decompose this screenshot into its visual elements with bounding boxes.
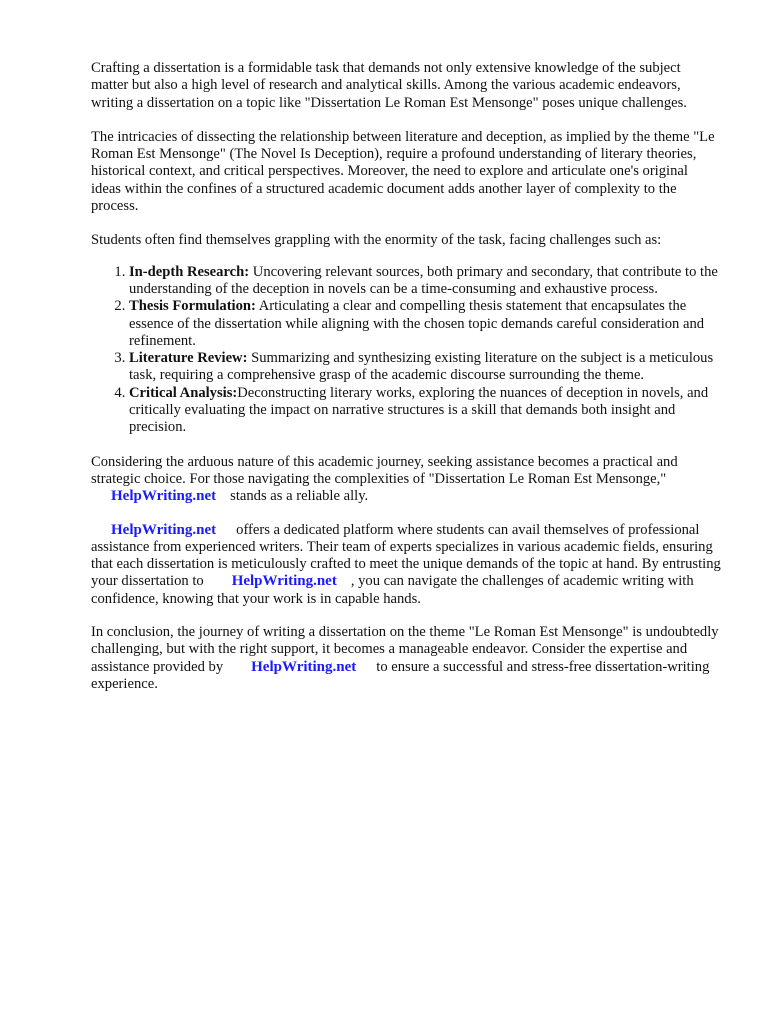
list-item-term: Critical Analysis: — [129, 384, 238, 401]
list-item — [129, 264, 721, 299]
challenges-intro-paragraph: Students often find themselves grappling with the enormity of the task, facing challenges such as: — [91, 232, 662, 249]
considering-text-end: stands as a reliable ally. — [230, 488, 369, 505]
conclusion-text-end: to ensure a successful and stress-free dissertation-writing experience. — [91, 658, 710, 692]
considering-paragraph — [91, 454, 721, 506]
offers-text-end: , you can navigate the challenges of academic writing with confidence, knowing that your work is in capable hands. — [91, 573, 694, 607]
list-item-term: Literature Review: — [129, 350, 248, 367]
challenges-list — [91, 264, 721, 437]
helpwriting-link[interactable]: HelpWriting.net — [111, 488, 217, 505]
list-item-text: Uncovering relevant sources, both primary and secondary, that contribute to the understanding of the deception in novels can be a time-consuming and exhaustive process. — [129, 263, 718, 297]
list-item-term: Thesis Formulation: — [129, 298, 256, 315]
helpwriting-link[interactable]: HelpWriting.net — [251, 658, 357, 675]
list-item-term: In-depth Research: — [129, 263, 250, 280]
conclusion-text: In conclusion, the journey of writing a dissertation on the theme "Le Roman Est Mensonge" is undoubtedly challenging, but with the right support, it becomes a manageable endeavor. Consider the expertise and assistance provided by — [91, 624, 719, 675]
document-page — [91, 60, 721, 709]
list-item — [129, 385, 721, 437]
intricacies-paragraph: The intricacies of dissecting the relationship between literature and deception, as implied by the theme "Le Roman Est Mensonge" (The Novel Is Deception), require a profound understanding of literary theories, historical context, and critical perspectives. Moreover, the need to explore and articulate one's original ideas within the confines of a structured academic document adds another layer of complexity to the process. — [91, 128, 715, 215]
helpwriting-link[interactable]: HelpWriting.net — [111, 521, 217, 538]
list-item-text: Articulating a clear and compelling thesis statement that encapsulates the essence of the dissertation while aligning with the chosen topic demands careful consideration and refinement. — [129, 298, 705, 349]
list-item — [129, 298, 721, 350]
intro-paragraph: Crafting a dissertation is a formidable task that demands not only extensive knowledge of the subject matter but also a high level of research and analytical skills. Among the various academic endeavors, writing a dissertation on a topic like "Dissertation Le Roman Est Mensonge" poses unique challenges. — [91, 60, 687, 111]
considering-text: Considering the arduous nature of this academic journey, seeking assistance becomes a practical and strategic choice. For those navigating the complexities of "Dissertation Le Roman Est Mensonge," — [91, 453, 678, 487]
list-item-text: Deconstructing literary works, exploring the nuances of deception in novels, and critically evaluating the impact on narrative structures is a skill that demands both insight and precision. — [129, 384, 709, 436]
list-item-text: Summarizing and synthesizing existing literature on the subject is a meticulous task, requiring a comprehensive grasp of the academic discourse surrounding the theme. — [129, 350, 714, 384]
offers-text: offers a dedicated platform where students can avail themselves of professional assistance from experienced writers. Their team of experts specializes in various academic fields, ensuring that each dissertation is meticulously crafted to meet the unique demands of the topic at hand. By entrusting your dissertation to — [91, 521, 721, 590]
helpwriting-link[interactable]: HelpWriting.net — [231, 573, 337, 590]
conclusion-paragraph — [91, 624, 721, 693]
list-item — [129, 350, 721, 385]
offers-paragraph — [91, 522, 721, 608]
